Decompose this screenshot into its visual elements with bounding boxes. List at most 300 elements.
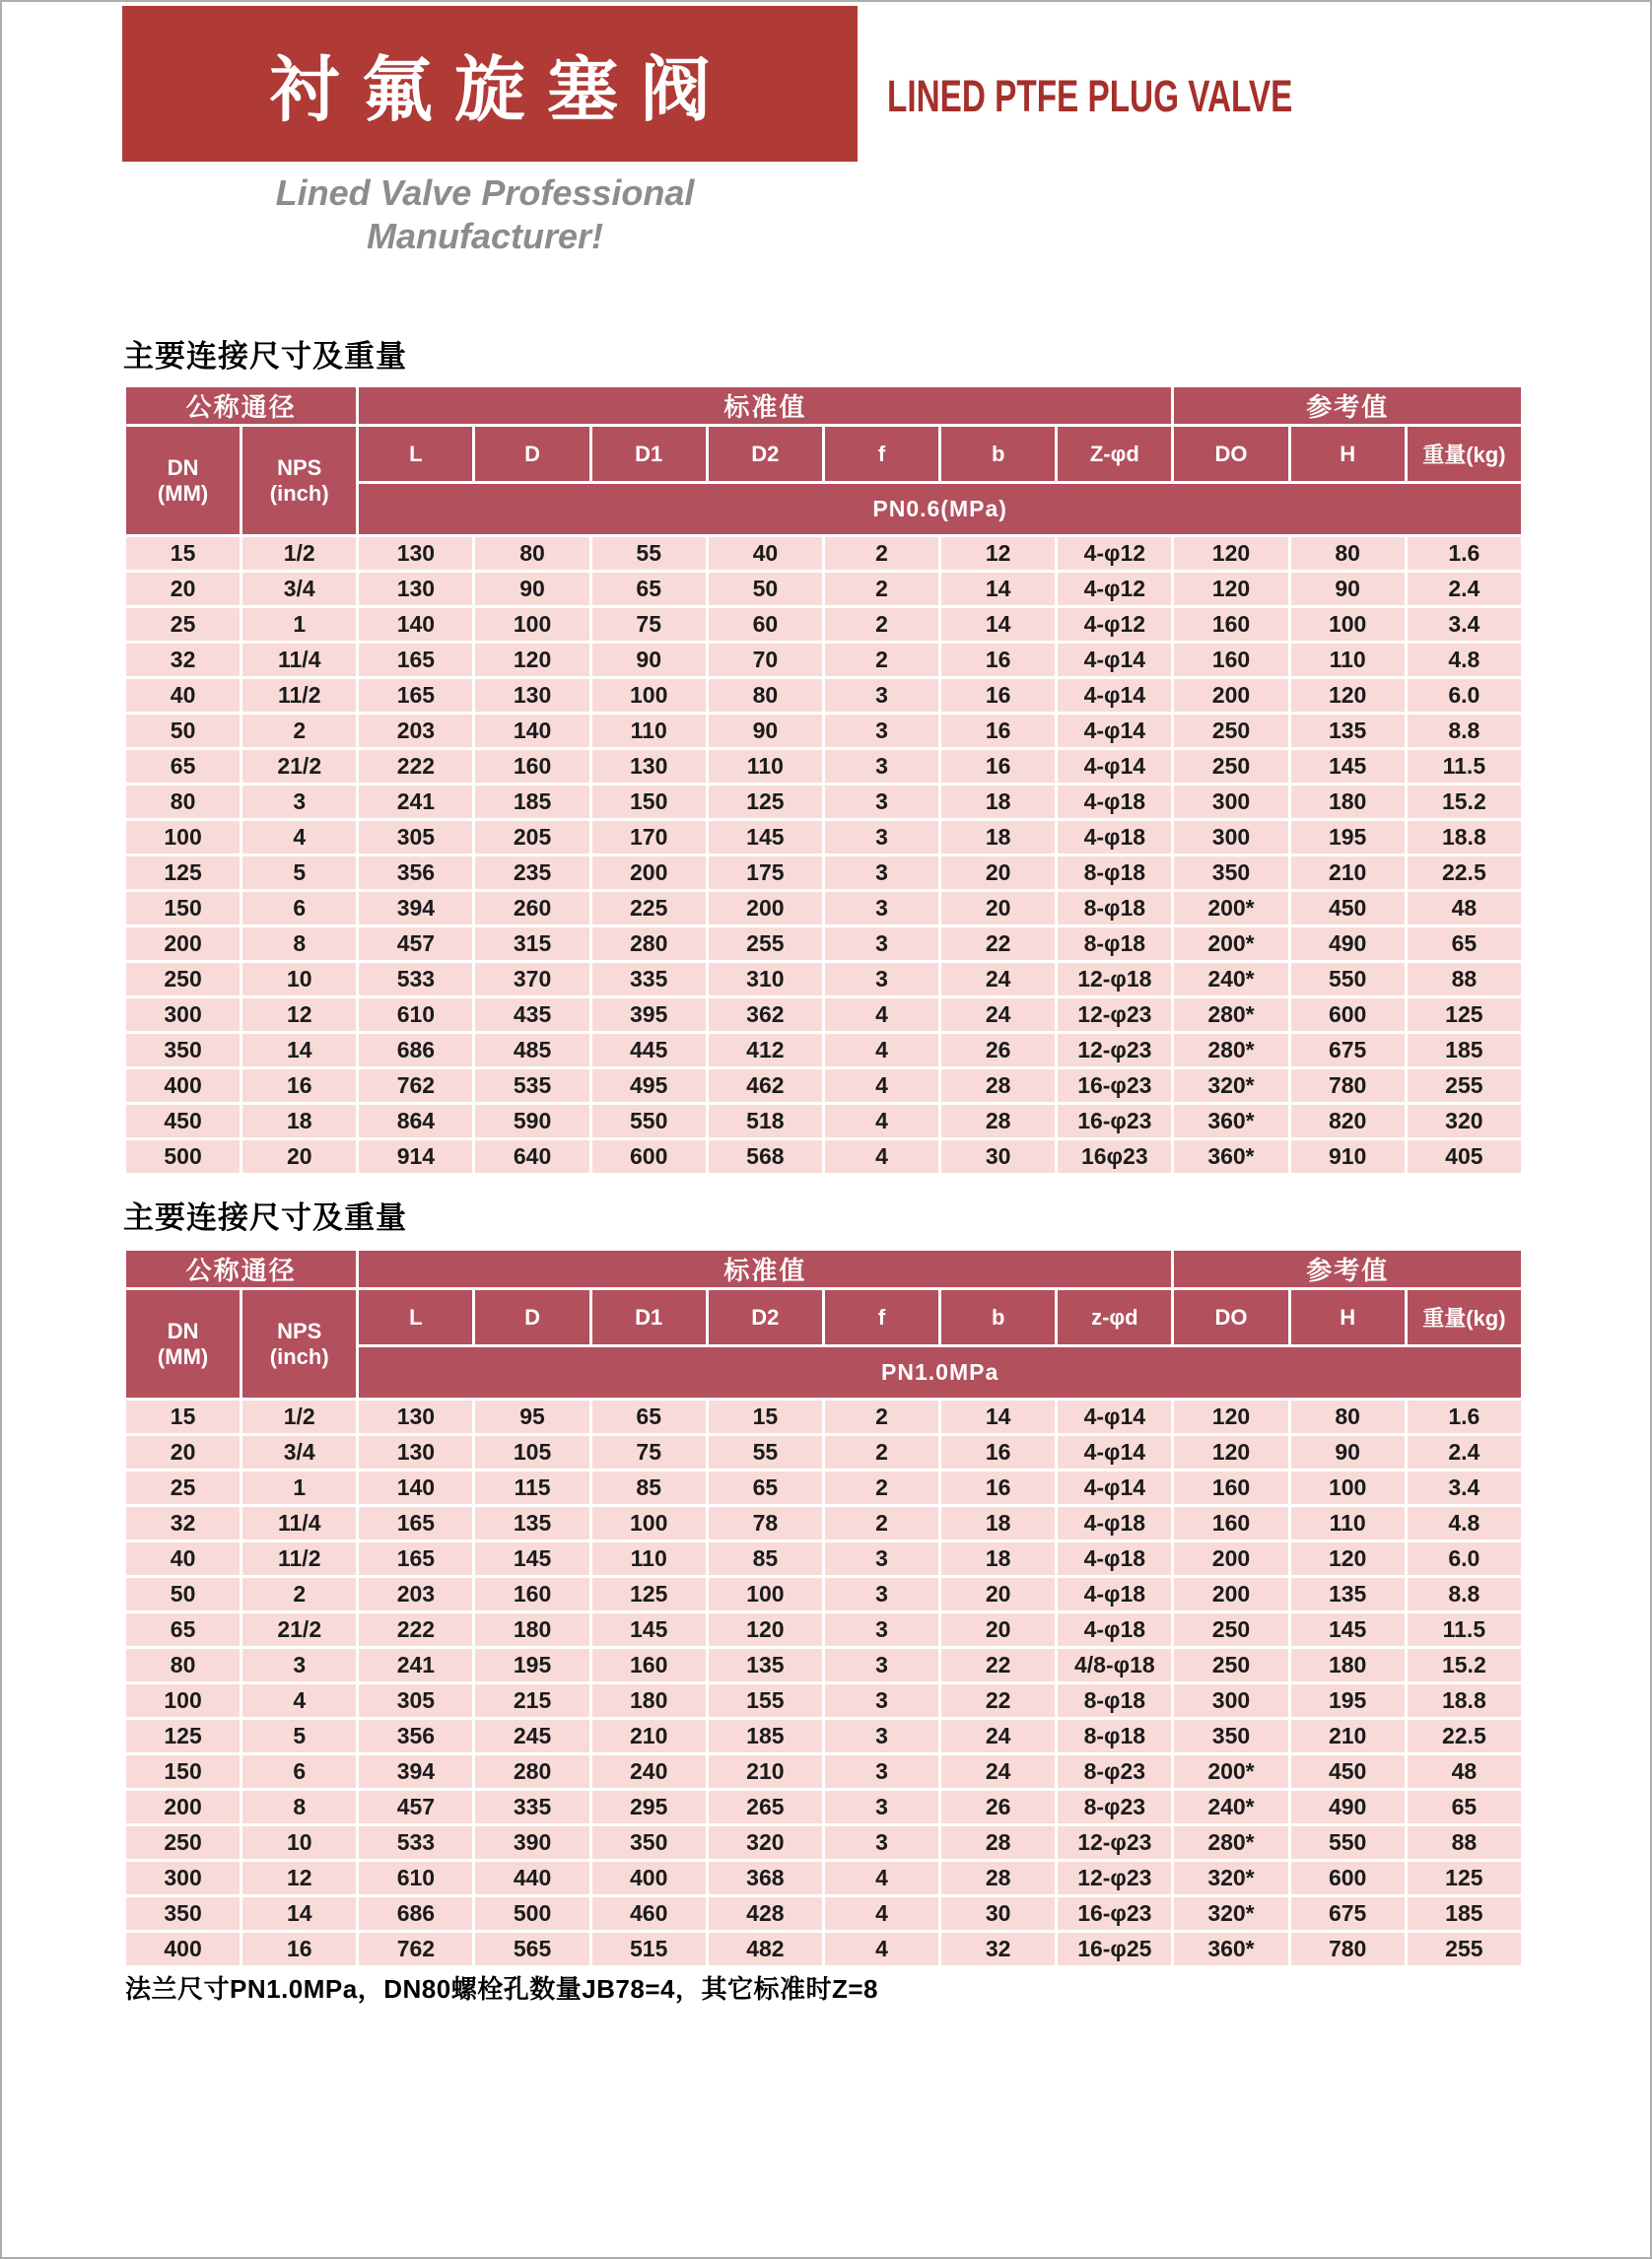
table-cell: 85 [709, 1542, 822, 1575]
table-cell: 2 [825, 644, 938, 676]
table-cell: 160 [475, 750, 588, 783]
table-cell: 120 [1291, 1542, 1405, 1575]
table-cell: 65 [126, 750, 240, 783]
column-header-f: f [825, 1290, 938, 1344]
table-cell: 30 [941, 1897, 1055, 1930]
table-cell: 405 [1408, 1140, 1521, 1173]
table-cell: 12 [242, 998, 356, 1031]
table-cell: 20 [126, 573, 240, 605]
table-cell: 4 [825, 1034, 938, 1066]
table-cell: 50 [126, 1578, 240, 1610]
table-cell: 305 [359, 1684, 472, 1717]
table-cell: 600 [592, 1140, 706, 1173]
table-cell: 195 [475, 1649, 588, 1681]
table-cell: 4-φ12 [1058, 537, 1171, 570]
flange-footnote: 法兰尺寸PN1.0MPa，DN80螺栓孔数量JB78=4，其它标准时Z=8 [125, 1974, 879, 2004]
table-cell: 4-φ18 [1058, 1542, 1171, 1575]
table-cell: 914 [359, 1140, 472, 1173]
table-cell: 518 [709, 1105, 822, 1137]
table-cell: 60 [709, 608, 822, 641]
table-cell: 435 [475, 998, 588, 1031]
table-cell: 260 [475, 892, 588, 924]
table-cell: 2.4 [1408, 1436, 1521, 1469]
table-cell: 200 [126, 1791, 240, 1823]
table-cell: 3/4 [242, 1436, 356, 1469]
table-cell: 120 [1174, 1436, 1287, 1469]
table-cell: 21/2 [242, 750, 356, 783]
table-cell: 100 [475, 608, 588, 641]
column-header-D: D [475, 427, 588, 481]
table-cell: 26 [941, 1791, 1055, 1823]
table-cell: 280* [1174, 1826, 1287, 1859]
table-cell: 8 [242, 1791, 356, 1823]
table-cell: 550 [1291, 963, 1405, 995]
column-header-b: b [941, 1290, 1055, 1344]
subtitle-line1: Lined Valve Professional [275, 172, 695, 213]
table-cell: 22.5 [1408, 1720, 1521, 1752]
table-cell: 22 [941, 1649, 1055, 1681]
table-cell: 135 [1291, 715, 1405, 747]
table-cell: 14 [242, 1034, 356, 1066]
table-cell: 240* [1174, 1791, 1287, 1823]
table-row [126, 1436, 1521, 1469]
table-cell: 335 [592, 963, 706, 995]
table-cell: 210 [709, 1755, 822, 1788]
table-cell: 200 [1174, 679, 1287, 712]
table-cell: 10 [242, 963, 356, 995]
table-cell: 120 [1291, 679, 1405, 712]
table-cell: 65 [709, 1472, 822, 1504]
table-cell: 200 [709, 892, 822, 924]
column-header-H: H [1291, 427, 1405, 481]
table-cell: 130 [592, 750, 706, 783]
column-header-DO: DO [1174, 1290, 1287, 1344]
table-cell: 2.4 [1408, 573, 1521, 605]
table-cell: 6.0 [1408, 1542, 1521, 1575]
table-cell: 22 [941, 1684, 1055, 1717]
table-cell: 12 [941, 537, 1055, 570]
table-cell: 150 [126, 1755, 240, 1788]
column-header-zphid: z-φd [1058, 1290, 1171, 1344]
table-row [126, 679, 1521, 712]
table-row [126, 963, 1521, 995]
table-cell: 14 [941, 1401, 1055, 1433]
table-cell: 140 [359, 1472, 472, 1504]
table-cell: 3.4 [1408, 1472, 1521, 1504]
table-cell: 440 [475, 1862, 588, 1894]
table-cell: 675 [1291, 1897, 1405, 1930]
table-cell: 460 [592, 1897, 706, 1930]
table-cell: 175 [709, 856, 822, 889]
table-cell: 3 [825, 715, 938, 747]
table-cell: 100 [1291, 1472, 1405, 1504]
table-cell: 485 [475, 1034, 588, 1066]
table-cell: 265 [709, 1791, 822, 1823]
table-cell: 533 [359, 1826, 472, 1859]
table-cell: 3 [825, 1755, 938, 1788]
table-cell: 165 [359, 644, 472, 676]
table-cell: 55 [592, 537, 706, 570]
table-row [126, 821, 1521, 854]
table-cell: 11/2 [242, 679, 356, 712]
table-cell: 28 [941, 1069, 1055, 1102]
table-cell: 8-φ23 [1058, 1791, 1171, 1823]
table-cell: 6 [242, 1755, 356, 1788]
table-cell: 120 [1174, 537, 1287, 570]
table-cell: 3 [825, 786, 938, 818]
table-cell: 2 [825, 1472, 938, 1504]
section-title-table1: 主要连接尺寸及重量 [123, 339, 407, 374]
group-header-nominal-diameter: 公称通径 [126, 387, 356, 424]
table-cell: 24 [941, 963, 1055, 995]
subtitle-line2: Manufacturer! [366, 216, 604, 256]
table-cell: 15.2 [1408, 786, 1521, 818]
table-cell: 155 [709, 1684, 822, 1717]
table-cell: 90 [475, 573, 588, 605]
table-cell: 203 [359, 1578, 472, 1610]
table-cell: 15 [126, 537, 240, 570]
table-cell: 18 [941, 821, 1055, 854]
dimensions-table-pn10 [123, 1248, 1524, 1968]
table-cell: 130 [475, 679, 588, 712]
table-cell: 640 [475, 1140, 588, 1173]
table-cell: 140 [475, 715, 588, 747]
table-cell: 40 [126, 679, 240, 712]
table-cell: 394 [359, 892, 472, 924]
table-cell: 2 [825, 1436, 938, 1469]
table-cell: 48 [1408, 892, 1521, 924]
table-cell: 110 [592, 715, 706, 747]
table-cell: 130 [359, 537, 472, 570]
table-row [126, 856, 1521, 889]
table-cell: 490 [1291, 927, 1405, 960]
table-cell: 350 [1174, 856, 1287, 889]
table-cell: 590 [475, 1105, 588, 1137]
table-cell: 11.5 [1408, 750, 1521, 783]
table-cell: 20 [941, 1578, 1055, 1610]
table-cell: 120 [1174, 573, 1287, 605]
table-body [126, 537, 1521, 1173]
table-cell: 160 [592, 1649, 706, 1681]
table-cell: 3 [825, 1613, 938, 1646]
table-cell: 4 [825, 1933, 938, 1965]
table-cell: 250 [126, 963, 240, 995]
table-cell: 320 [709, 1826, 822, 1859]
table-cell: 185 [1408, 1034, 1521, 1066]
table-cell: 225 [592, 892, 706, 924]
table-cell: 150 [592, 786, 706, 818]
table-cell: 500 [126, 1140, 240, 1173]
table-row [126, 1542, 1521, 1575]
table-cell: 2 [242, 1578, 356, 1610]
table-cell: 450 [1291, 1755, 1405, 1788]
table-cell: 1 [242, 1472, 356, 1504]
table-cell: 120 [709, 1613, 822, 1646]
table-cell: 125 [592, 1578, 706, 1610]
table-cell: 30 [941, 1140, 1055, 1173]
table-cell: 368 [709, 1862, 822, 1894]
table-cell: 125 [126, 856, 240, 889]
table-cell: 450 [1291, 892, 1405, 924]
table-cell: 1.6 [1408, 1401, 1521, 1433]
table-cell: 320* [1174, 1897, 1287, 1930]
column-header-weight: 重量(kg) [1408, 427, 1521, 481]
table-cell: 820 [1291, 1105, 1405, 1137]
table-cell: 12-φ18 [1058, 963, 1171, 995]
table-cell: 11/2 [242, 1542, 356, 1575]
table-cell: 200 [126, 927, 240, 960]
table-row [126, 573, 1521, 605]
table-cell: 350 [592, 1826, 706, 1859]
table-cell: 300 [126, 1862, 240, 1894]
table-cell: 12-φ23 [1058, 1862, 1171, 1894]
table-row [126, 892, 1521, 924]
table-cell: 1/2 [242, 1401, 356, 1433]
table-cell: 65 [1408, 927, 1521, 960]
table-cell: 4 [825, 1140, 938, 1173]
table-cell: 100 [126, 1684, 240, 1717]
table-header [126, 387, 1521, 534]
column-header-DO: DO [1174, 427, 1287, 481]
table-cell: 40 [126, 1542, 240, 1575]
table-cell: 780 [1291, 1069, 1405, 1102]
table-cell: 6 [242, 892, 356, 924]
table-cell: 20 [242, 1140, 356, 1173]
table-cell: 50 [709, 573, 822, 605]
table-cell: 16-φ23 [1058, 1105, 1171, 1137]
table-cell: 3 [825, 1720, 938, 1752]
table-cell: 48 [1408, 1755, 1521, 1788]
column-header-row [126, 427, 1521, 481]
table-cell: 686 [359, 1034, 472, 1066]
table-cell: 240* [1174, 963, 1287, 995]
column-header-weight: 重量(kg) [1408, 1290, 1521, 1344]
table-cell: 2 [242, 715, 356, 747]
table-cell: 250 [1174, 1649, 1287, 1681]
dimensions-table-pn06 [123, 384, 1524, 1176]
table-cell: 482 [709, 1933, 822, 1965]
pressure-band-label: PN0.6(MPa) [359, 484, 1521, 534]
table-cell: 250 [1174, 1613, 1287, 1646]
table-cell: 75 [592, 1436, 706, 1469]
table-cell: 4-φ14 [1058, 1436, 1171, 1469]
table-cell: 195 [1291, 1684, 1405, 1717]
table-cell: 200* [1174, 927, 1287, 960]
table-cell: 3.4 [1408, 608, 1521, 641]
group-header-standard-values: 标准值 [359, 387, 1171, 424]
table-cell: 8 [242, 927, 356, 960]
table-cell: 200 [1174, 1542, 1287, 1575]
table-cell: 160 [1174, 1507, 1287, 1540]
column-header-dn: DN (MM) [126, 427, 240, 534]
table-cell: 75 [592, 608, 706, 641]
table-cell: 1.6 [1408, 537, 1521, 570]
table-cell: 241 [359, 786, 472, 818]
table-cell: 250 [1174, 715, 1287, 747]
table-cell: 165 [359, 1507, 472, 1540]
table-cell: 550 [1291, 1826, 1405, 1859]
table-cell: 25 [126, 1472, 240, 1504]
table-cell: 125 [709, 786, 822, 818]
table-cell: 24 [941, 1720, 1055, 1752]
table-cell: 4-φ14 [1058, 644, 1171, 676]
table-row [126, 537, 1521, 570]
table-cell: 16-φ23 [1058, 1897, 1171, 1930]
table-cell: 100 [592, 679, 706, 712]
table-cell: 16 [941, 644, 1055, 676]
table-cell: 14 [242, 1897, 356, 1930]
table-cell: 300 [126, 998, 240, 1031]
table-row [126, 1578, 1521, 1610]
table-cell: 4-φ14 [1058, 750, 1171, 783]
table-cell: 160 [1174, 644, 1287, 676]
table-cell: 350 [126, 1897, 240, 1930]
table-cell: 200 [592, 856, 706, 889]
table-cell: 3 [242, 786, 356, 818]
column-header-nps: NPS (inch) [242, 427, 356, 534]
table-cell: 457 [359, 1791, 472, 1823]
table-row [126, 1034, 1521, 1066]
banner-title: 衬氟旋塞阀 [268, 51, 732, 130]
table-row [126, 1472, 1521, 1504]
table-cell: 462 [709, 1069, 822, 1102]
table-cell: 240 [592, 1755, 706, 1788]
table-cell: 16 [941, 679, 1055, 712]
table-cell: 3 [825, 1826, 938, 1859]
table-row [126, 1826, 1521, 1859]
table-cell: 250 [126, 1826, 240, 1859]
table-cell: 8-φ18 [1058, 1684, 1171, 1717]
table-cell: 145 [592, 1613, 706, 1646]
table-cell: 3 [825, 821, 938, 854]
table-cell: 20 [941, 856, 1055, 889]
column-header-L: L [359, 1290, 472, 1344]
table-cell: 10 [242, 1826, 356, 1859]
table-cell: 4-φ14 [1058, 679, 1171, 712]
table-cell: 1 [242, 608, 356, 641]
table-cell: 600 [1291, 998, 1405, 1031]
table-row [126, 644, 1521, 676]
table-cell: 4 [825, 1105, 938, 1137]
table-cell: 295 [592, 1791, 706, 1823]
table-cell: 4-φ18 [1058, 786, 1171, 818]
table-cell: 356 [359, 1720, 472, 1752]
table-cell: 24 [941, 998, 1055, 1031]
table-cell: 3 [825, 963, 938, 995]
table-cell: 65 [1408, 1791, 1521, 1823]
table-row [126, 1613, 1521, 1646]
table-cell: 145 [475, 1542, 588, 1575]
table-cell: 125 [126, 1720, 240, 1752]
table-cell: 88 [1408, 1826, 1521, 1859]
table-cell: 215 [475, 1684, 588, 1717]
table-cell: 18 [242, 1105, 356, 1137]
table-cell: 180 [1291, 786, 1405, 818]
table-cell: 675 [1291, 1034, 1405, 1066]
table-cell: 145 [709, 821, 822, 854]
table-cell: 12-φ23 [1058, 1826, 1171, 1859]
table-row [126, 1507, 1521, 1540]
table-cell: 16-φ25 [1058, 1933, 1171, 1965]
table-body [126, 1401, 1521, 1965]
table-cell: 8.8 [1408, 715, 1521, 747]
table-cell: 300 [1174, 821, 1287, 854]
table-cell: 100 [126, 821, 240, 854]
table-cell: 18 [941, 786, 1055, 818]
table-cell: 11.5 [1408, 1613, 1521, 1646]
table-cell: 80 [475, 537, 588, 570]
table-cell: 130 [359, 573, 472, 605]
table-cell: 320 [1408, 1105, 1521, 1137]
table-cell: 3 [825, 856, 938, 889]
column-header-f: f [825, 427, 938, 481]
table-cell: 28 [941, 1105, 1055, 1137]
table-cell: 4 [242, 1684, 356, 1717]
table-row [126, 1720, 1521, 1752]
table-cell: 245 [475, 1720, 588, 1752]
table-row [126, 998, 1521, 1031]
table-cell: 18.8 [1408, 821, 1521, 854]
table-cell: 495 [592, 1069, 706, 1102]
table-row [126, 608, 1521, 641]
table-cell: 28 [941, 1862, 1055, 1894]
table-cell: 18 [941, 1542, 1055, 1575]
table-cell: 135 [709, 1649, 822, 1681]
table-cell: 80 [126, 1649, 240, 1681]
table-row [126, 786, 1521, 818]
table-cell: 445 [592, 1034, 706, 1066]
group-header-row [126, 387, 1521, 424]
table-cell: 32 [941, 1933, 1055, 1965]
table-cell: 4 [825, 1862, 938, 1894]
table-cell: 335 [475, 1791, 588, 1823]
table-cell: 185 [709, 1720, 822, 1752]
table-cell: 105 [475, 1436, 588, 1469]
column-header-L: L [359, 427, 472, 481]
table-cell: 125 [1408, 1862, 1521, 1894]
column-header-row [126, 1290, 1521, 1344]
table-cell: 14 [941, 608, 1055, 641]
table-cell: 100 [592, 1507, 706, 1540]
table-cell: 100 [1291, 608, 1405, 641]
pressure-band-label: PN1.0MPa [359, 1347, 1521, 1398]
table-cell: 20 [941, 1613, 1055, 1646]
table-cell: 145 [1291, 750, 1405, 783]
column-header-b: b [941, 427, 1055, 481]
table-cell: 686 [359, 1897, 472, 1930]
table-cell: 610 [359, 998, 472, 1031]
table-cell: 3 [242, 1649, 356, 1681]
table-cell: 5 [242, 856, 356, 889]
table-cell: 120 [475, 644, 588, 676]
table-cell: 400 [126, 1933, 240, 1965]
table-cell: 300 [1174, 1684, 1287, 1717]
table-cell: 565 [475, 1933, 588, 1965]
table-cell: 350 [126, 1034, 240, 1066]
table-row [126, 1401, 1521, 1433]
table-cell: 12-φ23 [1058, 1034, 1171, 1066]
table-cell: 2 [825, 608, 938, 641]
table-cell: 115 [475, 1472, 588, 1504]
table-cell: 4.8 [1408, 644, 1521, 676]
table-cell: 185 [1408, 1897, 1521, 1930]
table-cell: 135 [475, 1507, 588, 1540]
table-cell: 90 [592, 644, 706, 676]
column-header-D1: D1 [592, 427, 706, 481]
english-title: LINED PTFE PLUG VALVE [887, 71, 1293, 121]
table-cell: 310 [709, 963, 822, 995]
table-cell: 4-φ12 [1058, 573, 1171, 605]
